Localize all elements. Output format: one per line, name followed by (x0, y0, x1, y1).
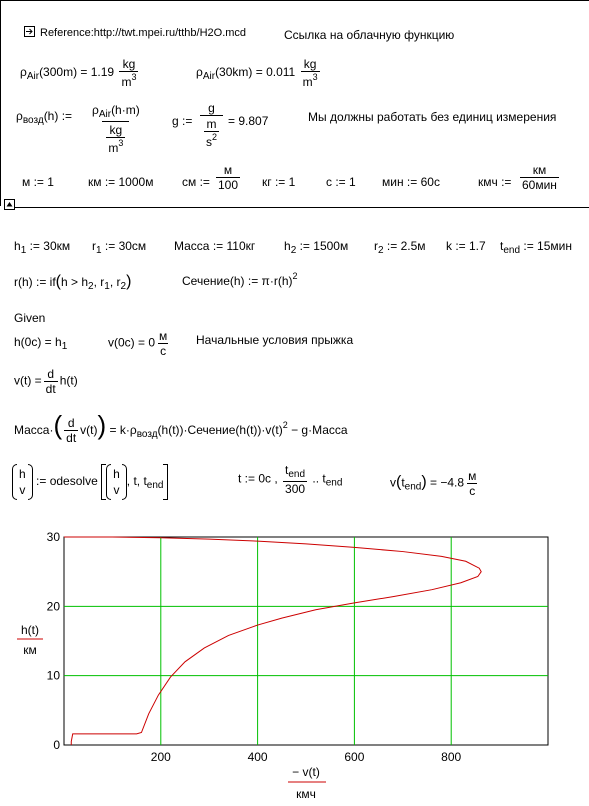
unit-kmh: кмч := (478, 175, 512, 189)
initial-condition-h: $h(0с) = h_1$ (14, 335, 68, 352)
motion-equation: Масса·( $\frac{d}{dt}$ $v(t)) = k\cdot\rho_{возд}(h(t))\cdot Сечение(h(t))\cdot v(t)^2$ − g·Масса (14, 410, 348, 446)
param-tend: $t_{end}$ := 15мин (500, 239, 572, 256)
unit-km: км := 1000м (88, 175, 154, 189)
region-separator (14, 207, 589, 208)
y-tick-label: 30 (46, 530, 60, 544)
g-fraction: $\frac{g}{\frac{m}{s^2}}$ (198, 102, 225, 148)
height-velocity-chart (0, 520, 589, 806)
section-function: Сечение(h) := $\pi\cdot r(h)^2$ (182, 271, 298, 288)
final-velocity: $v(t_{end}) = -4.8$ $\frac{м}{с}$ (390, 469, 477, 498)
y-tick-label: 0 (53, 738, 60, 752)
g-lhs: g := (172, 114, 193, 128)
y-axis-label-den: км (23, 643, 37, 657)
param-h1: $h_1$ := 30км (14, 239, 71, 256)
x-tick-label: 400 (247, 750, 268, 764)
rho-air-30km: $\rho_{Air}(30km) = 0.011$ $\frac{kg}{m^3}$ (196, 57, 318, 89)
given-label: Given (14, 311, 46, 325)
param-r1: $r_1$ := 30см (92, 239, 147, 256)
param-r2: $r_2$ := 2.5м (374, 239, 426, 256)
x-axis-label-den: кмч (296, 787, 316, 801)
param-k: k := 1.7 (446, 239, 486, 253)
x-tick-label: 800 (441, 750, 462, 764)
param-mass: Масса := 110кг (174, 239, 256, 253)
reference-note: Ссылка на облачную функцию (284, 28, 455, 42)
r-function: r(h) := $if(h > h_2$, $r_1$, $r_2$) (14, 273, 132, 292)
region-collapse-icon[interactable] (4, 199, 15, 210)
region-frame-left (0, 0, 1, 206)
no-units-note: Мы должны работать без единиц измерения (308, 110, 557, 124)
y-tick-label: 20 (46, 599, 60, 614)
unit-kmh-fraction: $\frac{км}{\text{60мин}}$ (522, 163, 557, 192)
region-arrow-icon[interactable] (24, 26, 35, 37)
region-frame-top (0, 0, 589, 1)
reference-link[interactable]: Reference:http://twt.mpei.ru/tthb/H2O.mcd (40, 27, 247, 39)
g-result: = 9.807 (228, 114, 269, 128)
unit-cm: см := (182, 175, 210, 189)
x-axis-label-num: − v(t) (292, 765, 320, 779)
y-tick-label: 10 (46, 668, 60, 683)
plot-area (64, 537, 548, 745)
initial-conditions-note: Начальные условия прыжка (196, 333, 354, 347)
velocity-definition: v(t) = $\frac{d}{dt}$ h(t) (14, 367, 78, 396)
rho-vozd-definition: $\rho_{возд}(h)$ := (16, 109, 73, 126)
unit-kg: кг := 1 (262, 175, 296, 189)
unit-min: мин := 60с (382, 175, 440, 189)
rho-air-300m: $\rho_{Air}(300m) = 1.19$ $\frac{kg}{m^3}$ (20, 57, 137, 89)
time-range: t := 0с , $\frac{t_{end}}{300}$ .. $t_{end}$ (238, 463, 343, 496)
unit-m: м := 1 (22, 175, 54, 189)
y-axis-label-num: h(t) (21, 623, 39, 637)
rho-vozd-fraction: $\frac{\rho_{Air}(h\cdot m)}{\frac{kg}{m^3}}$ (92, 103, 140, 155)
initial-condition-v: v(0с) = 0 $\frac{м}{с}$ (108, 329, 168, 358)
odesolve-statement: h v := odesolve h v , t, $t_{end}$ (12, 464, 168, 500)
x-tick-label: 600 (344, 750, 365, 764)
x-tick-label: 200 (150, 750, 171, 764)
param-h2: $h_2$ := 1500м (284, 239, 349, 256)
unit-cm-fraction: $\frac{м}{100}$ (218, 163, 239, 192)
unit-s: с := 1 (326, 175, 356, 189)
